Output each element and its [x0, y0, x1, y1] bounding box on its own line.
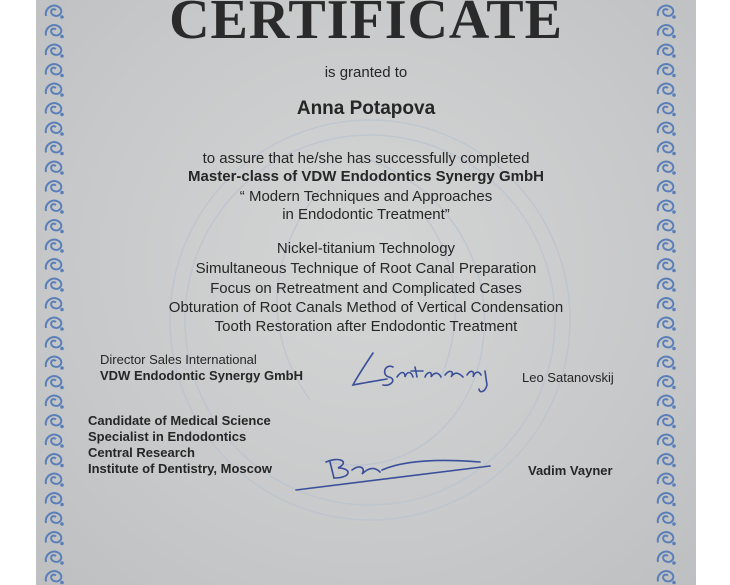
signature-vayner: [290, 448, 500, 498]
border-ornament: [46, 415, 64, 428]
signer2-line: Specialist in Endodontics: [88, 429, 247, 444]
signature-satanovskij: [345, 345, 505, 400]
border-ornament: [46, 337, 64, 350]
border-ornament: [658, 415, 676, 428]
signer1-name: Leo Satanovskij: [522, 370, 614, 385]
topic-item: Simultaneous Technique of Root Canal Preparation: [195, 260, 537, 277]
border-ornament: [46, 435, 64, 448]
topic-item: Tooth Restoration after Endodontic Treatment: [214, 318, 518, 335]
border-ornament: [658, 84, 676, 97]
border-ornament: [46, 396, 64, 409]
signer1-block: [100, 352, 303, 384]
border-ornament: [46, 454, 64, 467]
certificate-title: CERTIFICATE: [169, 0, 563, 51]
topic-item: Focus on Retreatment and Complicated Cases: [210, 280, 522, 297]
border-ornament: [46, 513, 64, 526]
border-ornament: [658, 552, 676, 565]
signer2-block: [88, 413, 272, 477]
border-ornament: [46, 84, 64, 97]
topic-item: Obturation of Root Canals Method of Vertical Condensation: [168, 299, 564, 316]
border-ornament: [658, 513, 676, 526]
border-ornament: [46, 357, 64, 370]
border-ornament: [46, 376, 64, 389]
border-ornament: [46, 571, 64, 584]
border-ornament: [658, 493, 676, 506]
masterclass-text: Master-class of VDW Endodontics Synergy GmbH: [188, 168, 544, 185]
signer2-line: Institute of Dentistry, Moscow: [88, 461, 272, 476]
signer2-name: Vadim Vayner: [528, 463, 613, 478]
border-ornament: [658, 123, 676, 136]
signer1-org: VDW Endodontic Synergy GmbH: [100, 368, 303, 383]
recipient-name: Anna Potapova: [296, 98, 436, 119]
border-ornament: [658, 571, 676, 584]
border-ornament: [658, 454, 676, 467]
border-ornament: [658, 376, 676, 389]
granted-text: is granted to: [324, 64, 408, 81]
border-ornament: [658, 357, 676, 370]
border-ornament: [46, 493, 64, 506]
border-ornament: [658, 474, 676, 487]
course-title-line2: in Endodontic Treatment”: [282, 206, 450, 223]
border-ornament: [658, 435, 676, 448]
border-ornament: [658, 532, 676, 545]
border-ornament: [46, 474, 64, 487]
course-title-line1: “ Modern Techniques and Approaches: [239, 188, 493, 205]
signer2-line: Candidate of Medical Science: [88, 413, 271, 428]
border-ornament: [46, 123, 64, 136]
signer2-line: Central Research: [88, 445, 195, 460]
border-ornament: [658, 337, 676, 350]
border-ornament: [46, 532, 64, 545]
border-ornament: [46, 552, 64, 565]
assure-text: to assure that he/she has successfully completed: [202, 150, 530, 167]
topic-item: Nickel-titanium Technology: [276, 240, 456, 257]
border-ornament: [658, 396, 676, 409]
signer1-role: Director Sales International: [100, 352, 257, 367]
